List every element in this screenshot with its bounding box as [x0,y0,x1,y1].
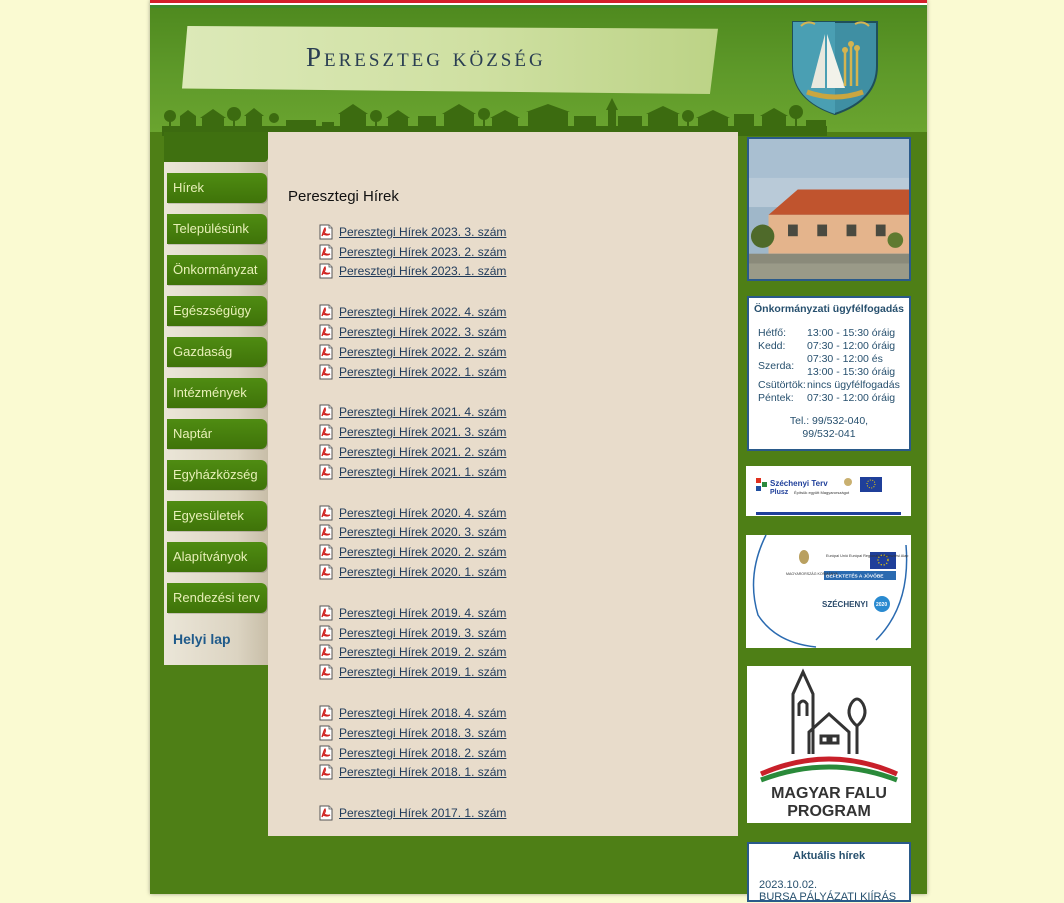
site-title[interactable]: Pereszteg község [306,42,546,72]
document-link[interactable]: Peresztegi Hírek 2020. 3. szám [339,525,507,540]
magyar-falu-program-logo [747,666,911,823]
nav-item-hirek[interactable]: Hírek [167,173,267,203]
document-link[interactable]: Peresztegi Hírek 2022. 1. szám [339,364,507,379]
nav-item-telepulesunk[interactable]: Településünk [167,214,267,244]
pdf-icon[interactable] [318,725,334,741]
phone-line: 99/532-041 [802,428,856,440]
document-item[interactable] [318,523,718,543]
hours-value: nincs ügyfélfogadás [807,379,900,391]
document-link[interactable]: Peresztegi Hírek 2017. 1. szám [339,806,507,821]
page-heading: Peresztegi Hírek [288,188,399,205]
news-title: Aktuális hírek [792,850,866,862]
document-link[interactable]: Peresztegi Hírek 2018. 2. szám [339,745,507,760]
document-item[interactable] [318,743,718,763]
day-label: Kedd: [758,340,786,352]
document-link[interactable]: Peresztegi Hírek 2019. 2. szám [339,645,507,660]
szechenyi-plusz-banner[interactable] [746,466,911,516]
magyar-falu-program-banner[interactable] [747,666,911,823]
document-link[interactable]: Peresztegi Hírek 2021. 2. szám [339,445,507,460]
document-item[interactable] [318,503,718,523]
document-item[interactable] [318,242,718,262]
site-header [150,8,927,132]
page-frame [150,0,927,903]
pdf-icon[interactable] [318,524,334,540]
document-link[interactable]: Peresztegi Hírek 2019. 1. szám [339,665,507,680]
document-item[interactable] [318,763,718,783]
document-link[interactable]: Peresztegi Hírek 2019. 3. szám [339,625,507,640]
document-link[interactable]: Peresztegi Hírek 2020. 1. szám [339,565,507,580]
document-item[interactable] [318,703,718,723]
szechenyi-2020-banner[interactable] [746,535,911,648]
pdf-icon[interactable] [318,625,334,641]
document-link[interactable]: Peresztegi Hírek 2020. 2. szám [339,545,507,560]
flag-stripe [150,0,927,8]
pdf-icon[interactable] [318,544,334,560]
pdf-icon[interactable] [318,263,334,279]
nav-item-gazdasag[interactable]: Gazdaság [167,337,267,367]
pdf-icon[interactable] [318,444,334,460]
coat-of-arms-logo [787,16,883,116]
document-item[interactable] [318,362,718,382]
document-item[interactable] [318,302,718,322]
document-link[interactable]: Peresztegi Hírek 2022. 4. szám [339,305,507,320]
office-hours-table [758,327,908,405]
document-link[interactable]: Peresztegi Hírek 2019. 4. szám [339,605,507,620]
pdf-icon[interactable] [318,664,334,680]
pdf-icon[interactable] [318,244,334,260]
pdf-icon[interactable] [318,404,334,420]
szechenyi-plusz-tag: Építsük együtt Magyarországot [794,490,850,495]
hours-value: 13:00 - 15:30 óráig [807,366,896,378]
day-label: Csütörtök: [758,379,806,391]
document-item[interactable] [318,603,718,623]
pdf-icon[interactable] [318,764,334,780]
document-item[interactable] [318,462,718,482]
office-hours-title: Önkormányzati ügyfélfogadás [754,303,904,315]
document-item[interactable] [318,662,718,682]
news-headline[interactable]: BURSA PÁLYÁZATI KIÍRÁS [759,891,897,903]
szechenyi-plusz-sub: Plusz [770,489,789,496]
document-link[interactable]: Peresztegi Hírek 2023. 2. szám [339,244,507,259]
nav-item-onkormanyzat[interactable]: Önkormányzat [167,255,267,285]
document-link[interactable]: Peresztegi Hírek 2023. 3. szám [339,224,507,239]
document-item[interactable] [318,322,718,342]
pdf-icon[interactable] [318,564,334,580]
hours-value: 07:30 - 12:00 óráig [807,392,896,404]
nav-item-naptar[interactable]: Naptár [167,419,267,449]
main-content [268,132,738,836]
pdf-icon[interactable] [318,324,334,340]
village-skyline-image [162,96,827,136]
pdf-icon[interactable] [318,424,334,440]
day-label: Szerda: [758,360,795,372]
news-item[interactable] [759,879,909,903]
document-link[interactable]: Peresztegi Hírek 2023. 1. szám [339,264,507,279]
szechenyi-2020-text: SZÉCHENYI [822,600,868,609]
pdf-icon[interactable] [318,464,334,480]
document-link[interactable]: Peresztegi Hírek 2020. 4. szám [339,505,507,520]
document-link[interactable]: Peresztegi Hírek 2021. 3. szám [339,425,507,440]
document-item[interactable] [318,623,718,643]
news-date: 2023.10.02. [759,879,818,891]
invest-text: BEFEKTETÉS A JÖVŐBE [826,574,884,580]
office-hours-box [747,296,911,451]
pdf-icon[interactable] [318,224,334,240]
document-item[interactable] [318,723,718,743]
pdf-icon[interactable] [318,364,334,380]
nav-item-rendezesi-terv[interactable]: Rendezési terv [167,583,267,613]
nav-item-egeszsegugy[interactable]: Egészségügy [167,296,267,326]
falu-line-2: PROGRAM [787,803,871,820]
falu-line-1: MAGYAR FALU [771,785,887,802]
document-link[interactable]: Peresztegi Hírek 2022. 3. szám [339,325,507,340]
document-link[interactable]: Peresztegi Hírek 2018. 1. szám [339,765,507,780]
document-item[interactable] [318,803,718,823]
document-list [318,222,718,823]
hours-value: 13:00 - 15:30 óráig [807,327,896,339]
gov-text: MAGYARORSZÁG KORMÁNYA [786,572,838,576]
document-link[interactable]: Peresztegi Hírek 2022. 2. szám [339,344,507,359]
day-label: Péntek: [758,392,794,404]
pdf-icon[interactable] [318,344,334,360]
document-item[interactable] [318,542,718,562]
document-item[interactable] [318,422,718,442]
phone-line: Tel.: 99/532-040, [789,415,869,427]
pdf-icon[interactable] [318,304,334,320]
hours-value: 07:30 - 12:00 óráig [807,340,896,352]
document-item[interactable] [318,442,718,462]
pdf-icon[interactable] [318,644,334,660]
pdf-icon[interactable] [318,805,334,821]
nav-item-intezmenyek[interactable]: Intézmények [167,378,267,408]
document-item[interactable] [318,262,718,282]
pdf-icon[interactable] [318,705,334,721]
nav-item-alapitvanyok[interactable]: Alapítványok [167,542,267,572]
szechenyi-plusz-title: Széchenyi Terv [770,479,828,488]
szechenyi-plusz-logo [746,466,911,516]
day-label: Hétfő: [758,327,787,339]
pdf-icon[interactable] [318,745,334,761]
hours-value: 07:30 - 12:00 és [807,353,883,365]
nav-item-helyi-lap-active[interactable]: Helyi lap [173,631,231,647]
eu-text: Európai Unió Európai Regionális Fejlesztési Alap [826,554,909,558]
document-link[interactable]: Peresztegi Hírek 2018. 4. szám [339,706,507,721]
document-item[interactable] [318,222,718,242]
document-item[interactable] [318,643,718,663]
phone-numbers [749,415,909,441]
nav-item-egyhazkozseg[interactable]: Egyházközség [167,460,267,490]
szechenyi-2020-logo [746,535,911,648]
pdf-icon[interactable] [318,605,334,621]
pdf-icon[interactable] [318,505,334,521]
szechenyi-2020-badge: 2020 [876,602,888,608]
town-hall-photo [747,137,911,281]
document-item[interactable] [318,342,718,362]
document-item[interactable] [318,403,718,423]
document-item[interactable] [318,562,718,582]
sidebar-top-bar [164,132,268,162]
document-link[interactable]: Peresztegi Hírek 2021. 4. szám [339,405,507,420]
document-link[interactable]: Peresztegi Hírek 2018. 3. szám [339,725,507,740]
current-news-box [747,842,911,902]
nav-item-egyesuletek[interactable]: Egyesületek [167,501,267,531]
document-link[interactable]: Peresztegi Hírek 2021. 1. szám [339,464,507,479]
